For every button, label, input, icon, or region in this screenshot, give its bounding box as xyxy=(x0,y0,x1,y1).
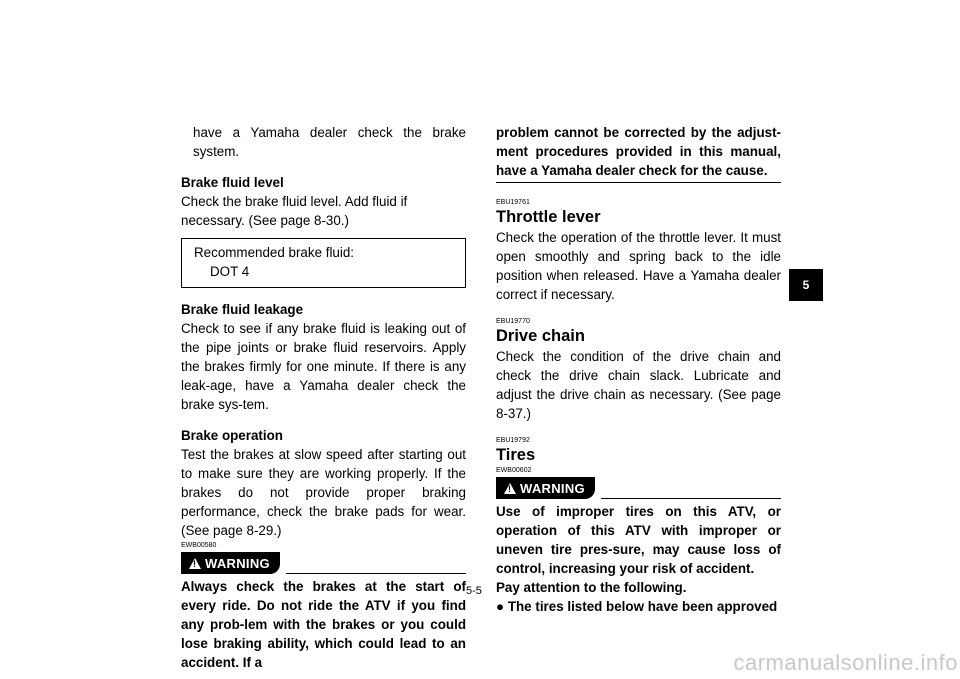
brake-fluid-leakage-heading: Brake fluid leakage xyxy=(181,302,304,317)
warning-code: EWB00580 xyxy=(181,542,217,549)
warning-triangle-icon: ! xyxy=(504,483,516,494)
warning-end-rule xyxy=(496,182,781,183)
warning-header xyxy=(181,552,466,574)
brake-operation-text: Test the brakes at slow speed after starting out to make sure they are working properly. If the brakes do not provide proper braking performance, check the brake pads for wear. (See page 8-29.) xyxy=(181,447,466,538)
right-column xyxy=(496,123,781,616)
tires-heading: Tires xyxy=(496,446,536,464)
tires-warning-text-2: Pay attention to the following. xyxy=(496,580,687,595)
warning-badge xyxy=(181,552,280,574)
throttle-lever-heading: Throttle lever xyxy=(496,208,601,226)
tires-warning-label: WARNING xyxy=(520,480,585,496)
page-number: 5-5 xyxy=(466,585,482,597)
tires-warning-rule xyxy=(601,498,781,499)
throttle-code: EBU19761 xyxy=(496,199,530,206)
tires-bullet-text: The tires listed below have been approved xyxy=(507,599,778,614)
tires-warning-text: Use of improper tires on this ATV, or operation of this ATV with improper or uneven tire pres-sure, may cause loss of control, increasing your risk of accident. xyxy=(496,504,781,576)
throttle-lever-text: Check the operation of the throttle lever. It must open smoothly and spring back to the idle position when released. Have a Yamaha dealer correct if necessary. xyxy=(496,230,781,302)
warning-continued-text: problem cannot be corrected by the adjust-ment procedures provided in this manual, have a Yamaha dealer check for the cause. xyxy=(496,125,781,178)
drive-chain-heading: Drive chain xyxy=(496,327,585,345)
tires-code: EBU19792 xyxy=(496,437,530,444)
brake-fluid-leakage-text: Check to see if any brake fluid is leaking out of the pipe joints or brake fluid reservoirs. Apply the brakes firmly for one minute. If there is any leak-age, have a Yamaha dealer check the brake sys-tem. xyxy=(181,321,466,412)
drive-chain-text: Check the condition of the drive chain and check the drive chain slack. Lubricate and adjust the drive chain as necessary. (See page 8-37.) xyxy=(496,349,781,421)
brake-operation-heading: Brake operation xyxy=(181,428,283,443)
tires-warning-header xyxy=(496,477,781,499)
watermark: carmanualsonline.info xyxy=(733,650,958,675)
tires-warning-badge xyxy=(496,477,595,499)
bullet-icon: ● xyxy=(496,599,505,614)
brake-fluid-level-heading: Brake fluid level xyxy=(181,175,284,190)
chapter-tab: 5 xyxy=(789,269,823,301)
warning-triangle-icon: ! xyxy=(189,558,201,569)
warning-label: WARNING xyxy=(205,555,270,571)
drive-chain-code: EBU19770 xyxy=(496,318,530,325)
recommended-fluid-value: DOT 4 xyxy=(210,264,250,279)
recommended-fluid-label: Recommended brake fluid: xyxy=(194,245,355,260)
warning-rule xyxy=(286,573,466,574)
recommended-fluid-box xyxy=(181,238,466,288)
intro-text: have a Yamaha dealer check the brake system. xyxy=(193,125,466,159)
tires-warning-code: EWB00602 xyxy=(496,467,532,474)
brake-warning-text: Always check the brakes at the start of every ride. Do not ride the ATV if you find any prob-lem with the brakes or you could lose braking ability, which could lead to an accident. If a xyxy=(181,579,466,670)
left-column xyxy=(181,123,466,672)
tires-bullet-item xyxy=(496,597,781,616)
brake-fluid-level-text: Check the brake fluid level. Add fluid if necessary. (See page 8-30.) xyxy=(181,194,408,228)
